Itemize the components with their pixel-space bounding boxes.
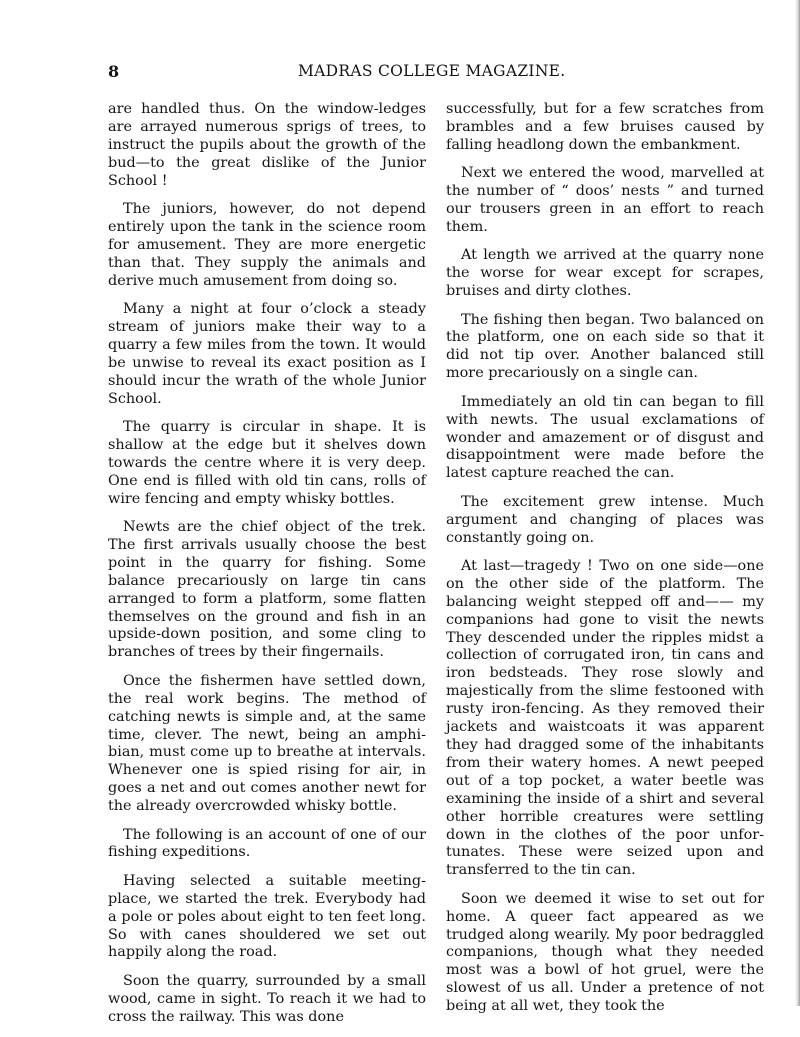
right-column [446,101,764,1027]
page-header [0,62,800,86]
paragraph: Next we entered the wood, marvelled at the number of “ doos’ nests ” and turned our trousers green in an effort to reach them. [446,165,764,235]
left-column [108,101,426,1037]
paragraph: Many a night at four o’clock a steady stream of juniors make their way to a quarry a few miles from the town. It would be unwise to reveal its exact position as I should incur the wrath of the whole Junior School. [108,301,426,407]
paragraph: are handled thus. On the window-ledges are arrayed numerous sprigs of trees, to instruct the pupils about the growth of the bud—to the great dislike of the Junior School ! [108,101,426,189]
paragraph: Immediately an old tin can began to fill with newts. The usual exclamations of wonder and amazement or of disgust and disappointment were made before the latest capture reached the can. [446,393,764,482]
paragraph: At last—tragedy ! Two on one side—one on the other side of the platform. The balancing weight stepped off and—— my companions had gone to visit the newts They descended under the ripples midst a collection of corrugated iron, tin cans and iron bedsteads. They rose slowly and majestically from the slime festooned with rusty iron-fencing. As they removed their jackets and waistcoats it was apparent they had dragged some of the inhabitants from their watery homes. A newt peeped out of a top pocket, a water beetle was examining the inside of a shirt and several other horrible creatures were settling down in the clothes of the poor unfortunates. These were seized upon and transferred to the tin can. [446,557,764,879]
paragraph: The following is an account of one of our fishing expeditions. [108,826,426,861]
paragraph: successfully, but for a few scratches from brambles and a few bruises caused by falling headlong down the embankment. [446,101,764,153]
paragraph: The excitement grew intense. Much argument and changing of places was constantly going on. [446,493,764,546]
paragraph: The juniors, however, do not depend entirely upon the tank in the science room for amusement. They are more energetic than that. They supply the animals and derive much amusement from doing so. [108,201,426,289]
paragraph: The fishing then began. Two balanced on the platform, one on each side so that it did not tip over. Another balanced still more precariously on a single can. [446,311,764,382]
scan-edge-shadow [795,0,800,1006]
paragraph: The quarry is circular in shape. It is shallow at the edge but it shelves down towards the centre where it is very deep. One end is filled with old tin cans, rolls of wire fencing and empty whisky bottles. [108,419,426,507]
paragraph: Having selected a suitable meeting-place, we started the trek. Everybody had a pole or poles about eight to ten feet long. So with canes shouldered we set out happily along the road. [108,872,426,961]
paragraph: Soon the quarry, surrounded by a small wood, came in sight. To reach it we had to cross the railway. This was done [108,972,426,1025]
paragraph: Newts are the chief object of the trek. The first arrivals usually choose the best point in the quarry for fishing. Some balance precariously on large tin cans arranged to form a platform, some flatten themselves on the ground and fish in an upside-down position, and some cling to branches of trees by their fingernails. [108,519,426,661]
paragraph: At length we arrived at the quarry none the worse for wear except for scrapes, bruises and dirty clothes. [446,247,764,300]
running-title: MADRAS COLLEGE MAGAZINE. [298,62,566,80]
page-number: 8 [108,62,120,81]
paragraph: Once the fishermen have settled down, the real work begins. The method of catching newts is simple and, at the same time, clever. The newt, being an amphibian, must come up to breathe at intervals. Whenever one is spied rising for air, in goes a net and out comes another newt for the already overcrowded whisky bottle. [108,672,426,815]
paragraph: Soon we deemed it wise to set out for home. A queer fact appeared as we trudged along wearily. My poor bedraggled companions, though what they needed most was a bowl of hot gruel, were the slowest of us all. Under a pretence of not being at all wet, they took the [446,890,764,1015]
